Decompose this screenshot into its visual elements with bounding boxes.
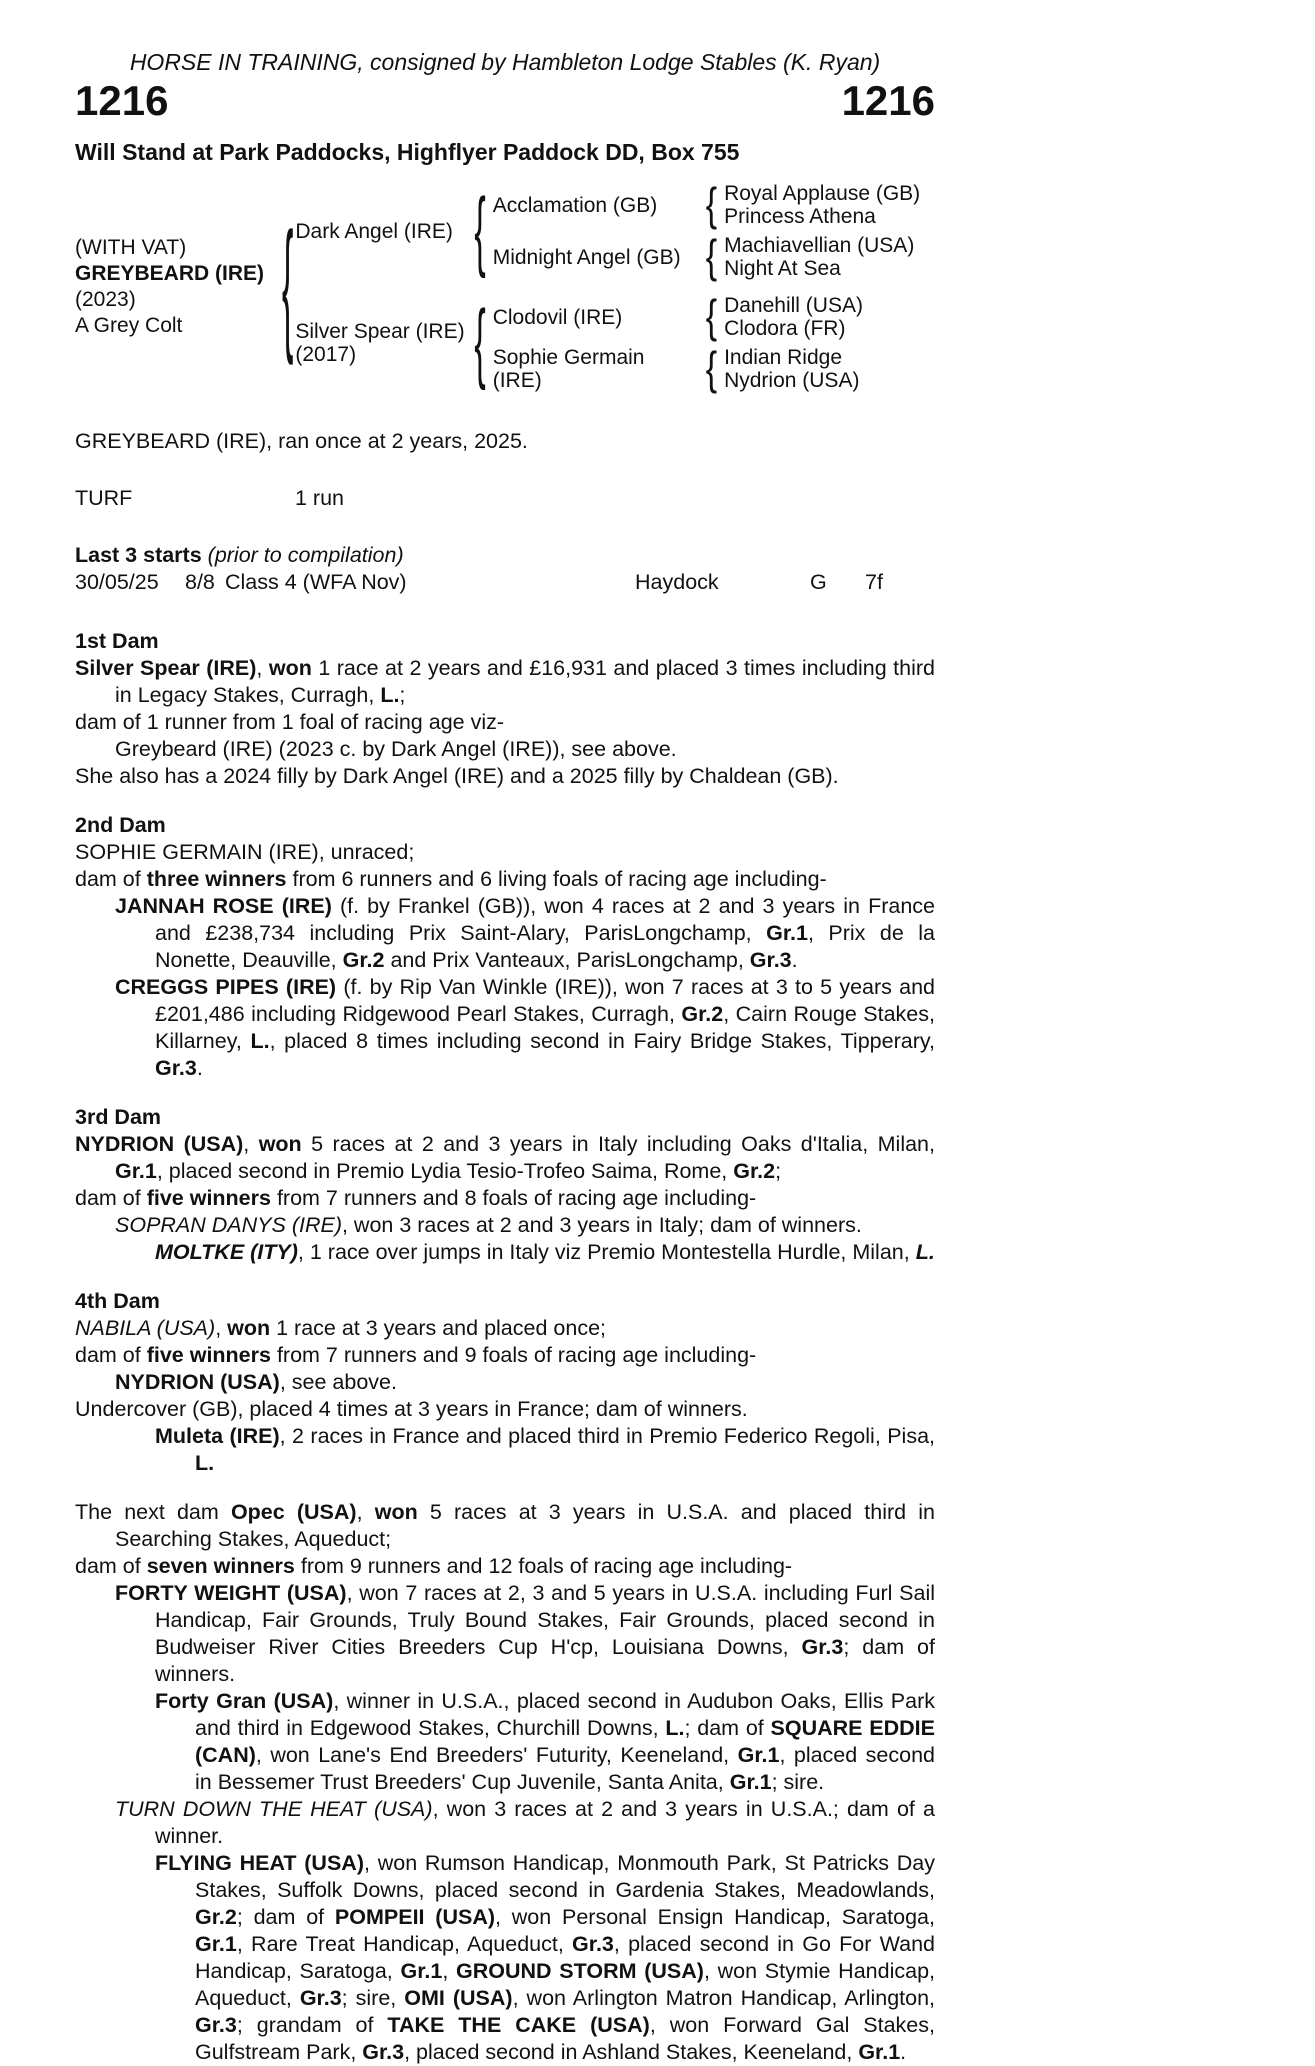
start-date: 30/05/25 <box>75 570 159 594</box>
text-segment: ; grandam of <box>236 2013 388 2037</box>
page-content <box>75 48 935 2066</box>
text-segment: ; <box>775 1159 782 1183</box>
text-segment: ; dam of <box>236 1905 335 1929</box>
text-segment: Undercover (GB), placed 4 times at 3 years in France; dam of winners. <box>75 1397 748 1421</box>
consignment-header: HORSE IN TRAINING, consigned by Hambleton Lodge Stables (K. Ryan) <box>129 49 881 75</box>
pedigree-paragraph <box>75 1239 935 1266</box>
text-segment: , won Arlington Matron Handicap, Arlington, <box>512 1986 936 2010</box>
pedigree-paragraph <box>75 655 935 709</box>
text-segment: ; sire. <box>771 1770 825 1794</box>
great-grandparent: Machiavellian (USA) <box>724 234 915 257</box>
text-segment: ; sire, <box>341 1986 405 2010</box>
text-segment: Gr.3 <box>299 1986 342 2010</box>
text-segment: SOPRAN DANYS (IRE) <box>115 1213 342 1237</box>
dam-year: (2017) <box>295 343 357 366</box>
text-segment: . <box>900 2040 907 2064</box>
text-segment: , placed 8 times including second in Fairy Bridge Stakes, Tipperary, <box>269 1029 935 1053</box>
text-segment: Gr.1 <box>858 2040 901 2064</box>
text-segment: 1 race at 3 years and placed once; <box>270 1316 606 1340</box>
text-segment: from 7 runners and 9 foals of racing age including- <box>270 1343 757 1367</box>
great-grandparent-pair <box>724 346 859 392</box>
text-segment: dam of <box>75 867 147 891</box>
pedigree-brace-sire: { <box>474 181 486 281</box>
pedigree-paragraph <box>75 1580 935 1688</box>
text-segment: ; dam of <box>684 1716 771 1740</box>
sire-branch <box>295 179 921 283</box>
start-race-class: Class 4 (WFA Nov) <box>225 570 407 594</box>
sire-name: Dark Angel (IRE) <box>295 219 453 243</box>
pedigree-paragraph <box>75 1553 935 1580</box>
text-segment: OMI (USA) <box>404 1986 513 2010</box>
pedigree-brace-dam-dam: { <box>705 343 718 395</box>
text-segment: , placed second in Ashland Stakes, Keeneland, <box>404 2040 859 2064</box>
text-segment: Gr.3 <box>572 1932 614 1956</box>
text-segment: . <box>791 948 798 972</box>
section-gap <box>75 1082 935 1104</box>
dam-section-heading: 2nd Dam <box>75 813 166 837</box>
dam-section-heading: 4th Dam <box>75 1289 160 1313</box>
text-segment: Gr.3 <box>749 948 792 972</box>
text-segment: , won 3 races at 2 and 3 years in U.S.A.; dam of a winner. <box>155 1797 935 1848</box>
text-segment: Gr.1 <box>195 1932 237 1956</box>
text-segment: dam of <box>75 1186 147 1210</box>
pedigree-paragraph <box>75 736 935 763</box>
text-segment: L. <box>195 1451 215 1475</box>
great-grandparent: Nydrion (USA) <box>724 369 860 392</box>
text-segment: 1 race at 2 years and £16,931 and placed 3 times including third in Legacy Stakes, Curragh, <box>115 656 936 707</box>
dam-name-block <box>295 320 467 366</box>
horse-name: GREYBEARD (IRE) <box>75 262 265 285</box>
start-course: Haydock <box>635 570 719 594</box>
pedigree-paragraph <box>75 1688 935 1796</box>
text-segment: and Prix Vanteaux, ParisLongchamp, <box>384 948 750 972</box>
text-segment: GROUND STORM (USA) <box>456 1959 704 1983</box>
text-segment: , <box>215 1316 228 1340</box>
section-gap <box>75 790 935 812</box>
pedigree-paragraph <box>75 1850 935 2066</box>
dam-sire-name: Clodovil (IRE) <box>492 305 623 329</box>
race-summary: GREYBEARD (IRE), ran once at 2 years, 2025. <box>75 429 528 453</box>
sire-sire-name: Acclamation (GB) <box>492 193 658 217</box>
pedigree-paragraph <box>75 763 935 790</box>
text-segment: MOLTKE (ITY) <box>155 1240 298 1264</box>
text-segment: , <box>442 1959 456 1983</box>
text-segment: , placed second in Premio Lydia Tesio-Trofeo Saima, Rome, <box>156 1159 734 1183</box>
text-segment: POMPEII (USA) <box>334 1905 496 1929</box>
text-segment: Muleta (IRE) <box>155 1424 280 1448</box>
text-segment: , Rare Treat Handicap, Aqueduct, <box>236 1932 573 1956</box>
pedigree-paragraph <box>75 1131 935 1185</box>
pedigree-paragraph <box>75 1342 935 1369</box>
text-segment: ; <box>399 683 406 707</box>
dam-section-heading: 3rd Dam <box>75 1105 162 1129</box>
text-segment: SOPHIE GERMAIN (IRE), unraced; <box>75 840 415 864</box>
sire-dam-name: Midnight Angel (GB) <box>492 245 681 269</box>
last-starts-label <box>75 542 935 569</box>
pedigree-paragraph <box>75 839 935 866</box>
sire-grandparents-column <box>492 179 921 283</box>
text-segment: CREGGS PIPES (IRE) <box>115 975 337 999</box>
text-segment: , 2 races in France and placed third in Premio Federico Regoli, Pisa, <box>279 1424 935 1448</box>
text-segment: TURN DOWN THE HEAT (USA) <box>115 1797 433 1821</box>
text-segment: Gr.1 <box>737 1743 780 1767</box>
pedigree-paragraph <box>75 866 935 893</box>
text-segment: Gr.2 <box>195 1905 237 1929</box>
text-segment: , Prix de la Nonette, Deauville, <box>155 921 935 972</box>
text-segment: Gr.2 <box>733 1159 776 1183</box>
text-segment: Gr.1 <box>729 1770 772 1794</box>
text-segment: The next dam <box>75 1500 231 1524</box>
dam-section-heading: 1st Dam <box>75 629 159 653</box>
dam-dam-name: Sophie Germain (IRE) <box>492 346 645 392</box>
text-segment: L. <box>380 683 400 707</box>
text-segment: TAKE THE CAKE (USA) <box>387 2013 650 2037</box>
last-starts-title: Last 3 starts <box>75 543 202 567</box>
dam-branch <box>295 291 920 395</box>
text-segment: , <box>243 1132 259 1156</box>
dam-sections <box>75 628 935 2066</box>
text-segment: won <box>374 1500 418 1524</box>
text-segment: 5 races at 3 years in U.S.A. and placed third in Searching Stakes, Aqueduct; <box>115 1500 935 1551</box>
text-segment: NYDRION (USA) <box>75 1132 244 1156</box>
pedigree-paragraph <box>75 1185 935 1212</box>
pedigree-paragraph <box>75 1396 935 1423</box>
pedigree-paragraph <box>75 1499 935 1553</box>
text-segment: Gr.2 <box>342 948 385 972</box>
pedigree-paragraph <box>75 1796 935 1850</box>
great-grandparent: Clodora (FR) <box>724 317 846 340</box>
section-gap <box>75 1266 935 1288</box>
great-grandparent: Royal Applause (GB) <box>724 182 921 205</box>
great-grandparent-pair <box>724 294 863 340</box>
text-segment: Gr.1 <box>115 1159 157 1183</box>
text-segment: Gr.1 <box>400 1959 443 1983</box>
pedigree-brace-sire-dam: { <box>705 231 718 283</box>
text-segment: , won Stymie Handicap, Aqueduct, <box>195 1959 935 2010</box>
text-segment: , <box>356 1500 375 1524</box>
lot-number-right: 1216 <box>841 77 935 124</box>
text-segment: Opec (USA) <box>230 1500 357 1524</box>
text-segment: Gr.3 <box>155 1056 197 1080</box>
text-segment: Silver Spear (IRE) <box>75 656 257 680</box>
text-segment: Gr.3 <box>195 2013 237 2037</box>
text-segment: Forty Gran (USA) <box>155 1689 334 1713</box>
text-segment: from 7 runners and 8 foals of racing age including- <box>270 1186 757 1210</box>
pedigree-brace-dam: { <box>474 293 486 393</box>
text-segment: Gr.2 <box>681 1002 724 1026</box>
text-segment: dam of 1 runner from 1 foal of racing age viz- <box>75 710 505 734</box>
text-segment: , won Personal Ensign Handicap, Saratoga, <box>495 1905 935 1929</box>
text-segment: JANNAH ROSE (IRE) <box>115 894 332 918</box>
text-segment: won <box>227 1316 271 1340</box>
birth-year: (2023) <box>75 288 136 311</box>
pedigree-subject <box>75 235 280 339</box>
pedigree-brace-outer: { <box>282 205 294 369</box>
text-segment: , winner in U.S.A., placed second in Audubon Oaks, Ellis Park and third in Edgewood Stakes, Churchill Downs, <box>195 1689 935 1740</box>
text-segment: , won 7 races at 2, 3 and 5 years in U.S.A. including Furl Sail Handicap, Fair Grounds, Truly Bound Stakes, Fair Grounds, placed second in Budweiser River Cities Breeders Cup H'cp, Louisiana Downs, <box>155 1581 935 1659</box>
text-segment: (f. by Frankel (GB)), won 4 races at 2 and 3 years in France and £238,734 including Prix Saint-Alary, ParisLongchamp, <box>155 894 935 945</box>
start-finish-position: 8/8 <box>185 570 215 594</box>
text-segment: won <box>268 656 312 680</box>
text-segment: five winners <box>146 1343 271 1367</box>
text-segment: , placed second in Bessemer Trust Breeders' Cup Juvenile, Santa Anita, <box>195 1743 935 1794</box>
text-segment: L. <box>665 1716 685 1740</box>
last-starts-note: (prior to compilation) <box>207 543 404 567</box>
text-segment: . <box>196 1056 203 1080</box>
start-going: G <box>810 570 827 594</box>
great-grandparent: Danehill (USA) <box>724 294 863 317</box>
pedigree-paragraph <box>75 1212 935 1239</box>
text-segment: SQUARE EDDIE (CAN) <box>195 1716 935 1767</box>
text-segment: won <box>258 1132 302 1156</box>
text-segment: She also has a 2024 filly by Dark Angel (IRE) and a 2025 filly by Chaldean (GB). <box>75 764 839 788</box>
text-segment: , <box>256 656 269 680</box>
great-grandparent-pair <box>724 234 914 280</box>
text-segment: FORTY WEIGHT (USA) <box>115 1581 347 1605</box>
text-segment: Gr.3 <box>362 2040 405 2064</box>
text-segment: L. <box>915 1240 935 1264</box>
start-distance: 7f <box>865 570 883 594</box>
text-segment: , 1 race over jumps in Italy viz Premio Montestella Hurdle, Milan, <box>297 1240 916 1264</box>
text-segment: , won Lane's End Breeders' Futurity, Keeneland, <box>255 1743 738 1767</box>
pedigree-paragraph <box>75 1369 935 1396</box>
lot-number-left: 1216 <box>75 77 169 124</box>
pedigree-tree <box>75 179 935 395</box>
text-segment: (f. by Rip Van Winkle (IRE)), won 7 races at 3 to 5 years and £201,486 including Ridgewood Pearl Stakes, Curragh, <box>155 975 935 1026</box>
surface-label: TURF <box>75 486 133 510</box>
text-segment: from 9 runners and 12 foals of racing age including- <box>294 1554 793 1578</box>
text-segment: Greybeard (IRE) (2023 c. by Dark Angel (IRE)), see above. <box>115 737 677 761</box>
text-segment: , won Forward Gal Stakes, Gulfstream Park, <box>195 2013 935 2064</box>
sire-sire-branch <box>492 179 921 231</box>
text-segment: seven winners <box>146 1554 295 1578</box>
great-grandparent-pair <box>724 182 920 228</box>
pedigree-paragraph <box>75 1423 935 1477</box>
dam-sire-branch <box>492 291 863 343</box>
pedigree-paragraph <box>75 1315 935 1342</box>
race-start-row <box>75 569 935 596</box>
vat-note: (WITH VAT) <box>75 236 187 259</box>
lot-number-row <box>75 78 935 124</box>
text-segment: , won Rumson Handicap, Monmouth Park, St Patricks Day Stakes, Suffolk Downs, placed second in Gardenia Stakes, Meadowlands, <box>195 1851 935 1902</box>
text-segment: , see above. <box>279 1370 397 1394</box>
text-segment: from 6 runners and 6 living foals of racing age including- <box>286 867 827 891</box>
stand-location: Will Stand at Park Paddocks, Highflyer Paddock DD, Box 755 <box>75 139 740 165</box>
section-gap <box>75 1477 935 1499</box>
text-segment: Gr.3 <box>801 1635 844 1659</box>
text-segment: , Cairn Rouge Stakes, Killarney, <box>155 1002 935 1053</box>
pedigree-paragraph <box>75 893 935 974</box>
text-segment: 5 races at 2 and 3 years in Italy including Oaks d'Italia, Milan, <box>301 1132 935 1156</box>
text-segment: L. <box>250 1029 270 1053</box>
great-grandparent: Indian Ridge <box>724 346 842 369</box>
dam-grandparents-column <box>492 291 863 395</box>
text-segment: FLYING HEAT (USA) <box>155 1851 364 1875</box>
text-segment: three winners <box>146 867 287 891</box>
text-segment: NYDRION (USA) <box>115 1370 280 1394</box>
text-segment: , won 3 races at 2 and 3 years in Italy; dam of winners. <box>341 1213 862 1237</box>
text-segment: , placed second in Go For Wand Handicap, Saratoga, <box>195 1932 935 1983</box>
surface-record-row <box>75 485 935 512</box>
great-grandparent: Princess Athena <box>724 205 876 228</box>
text-segment: five winners <box>146 1186 271 1210</box>
pedigree-brace-dam-sire: { <box>705 291 718 343</box>
runs-count: 1 run <box>295 486 345 510</box>
text-segment: ; dam of winners. <box>155 1635 935 1686</box>
text-segment: dam of <box>75 1554 147 1578</box>
text-segment: Gr.1 <box>766 921 808 945</box>
pedigree-paragraph <box>75 974 935 1082</box>
dam-dam-branch <box>492 343 863 395</box>
pedigree-paragraph <box>75 709 935 736</box>
pedigree-brace-sire-sire: { <box>705 179 718 231</box>
text-segment: dam of <box>75 1343 147 1367</box>
text-segment: NABILA (USA) <box>75 1316 216 1340</box>
great-grandparent: Night At Sea <box>724 257 841 280</box>
horse-description: A Grey Colt <box>75 314 183 337</box>
pedigree-parents-column <box>295 179 921 395</box>
sire-dam-branch <box>492 231 920 283</box>
dam-name: Silver Spear (IRE) <box>295 320 465 343</box>
